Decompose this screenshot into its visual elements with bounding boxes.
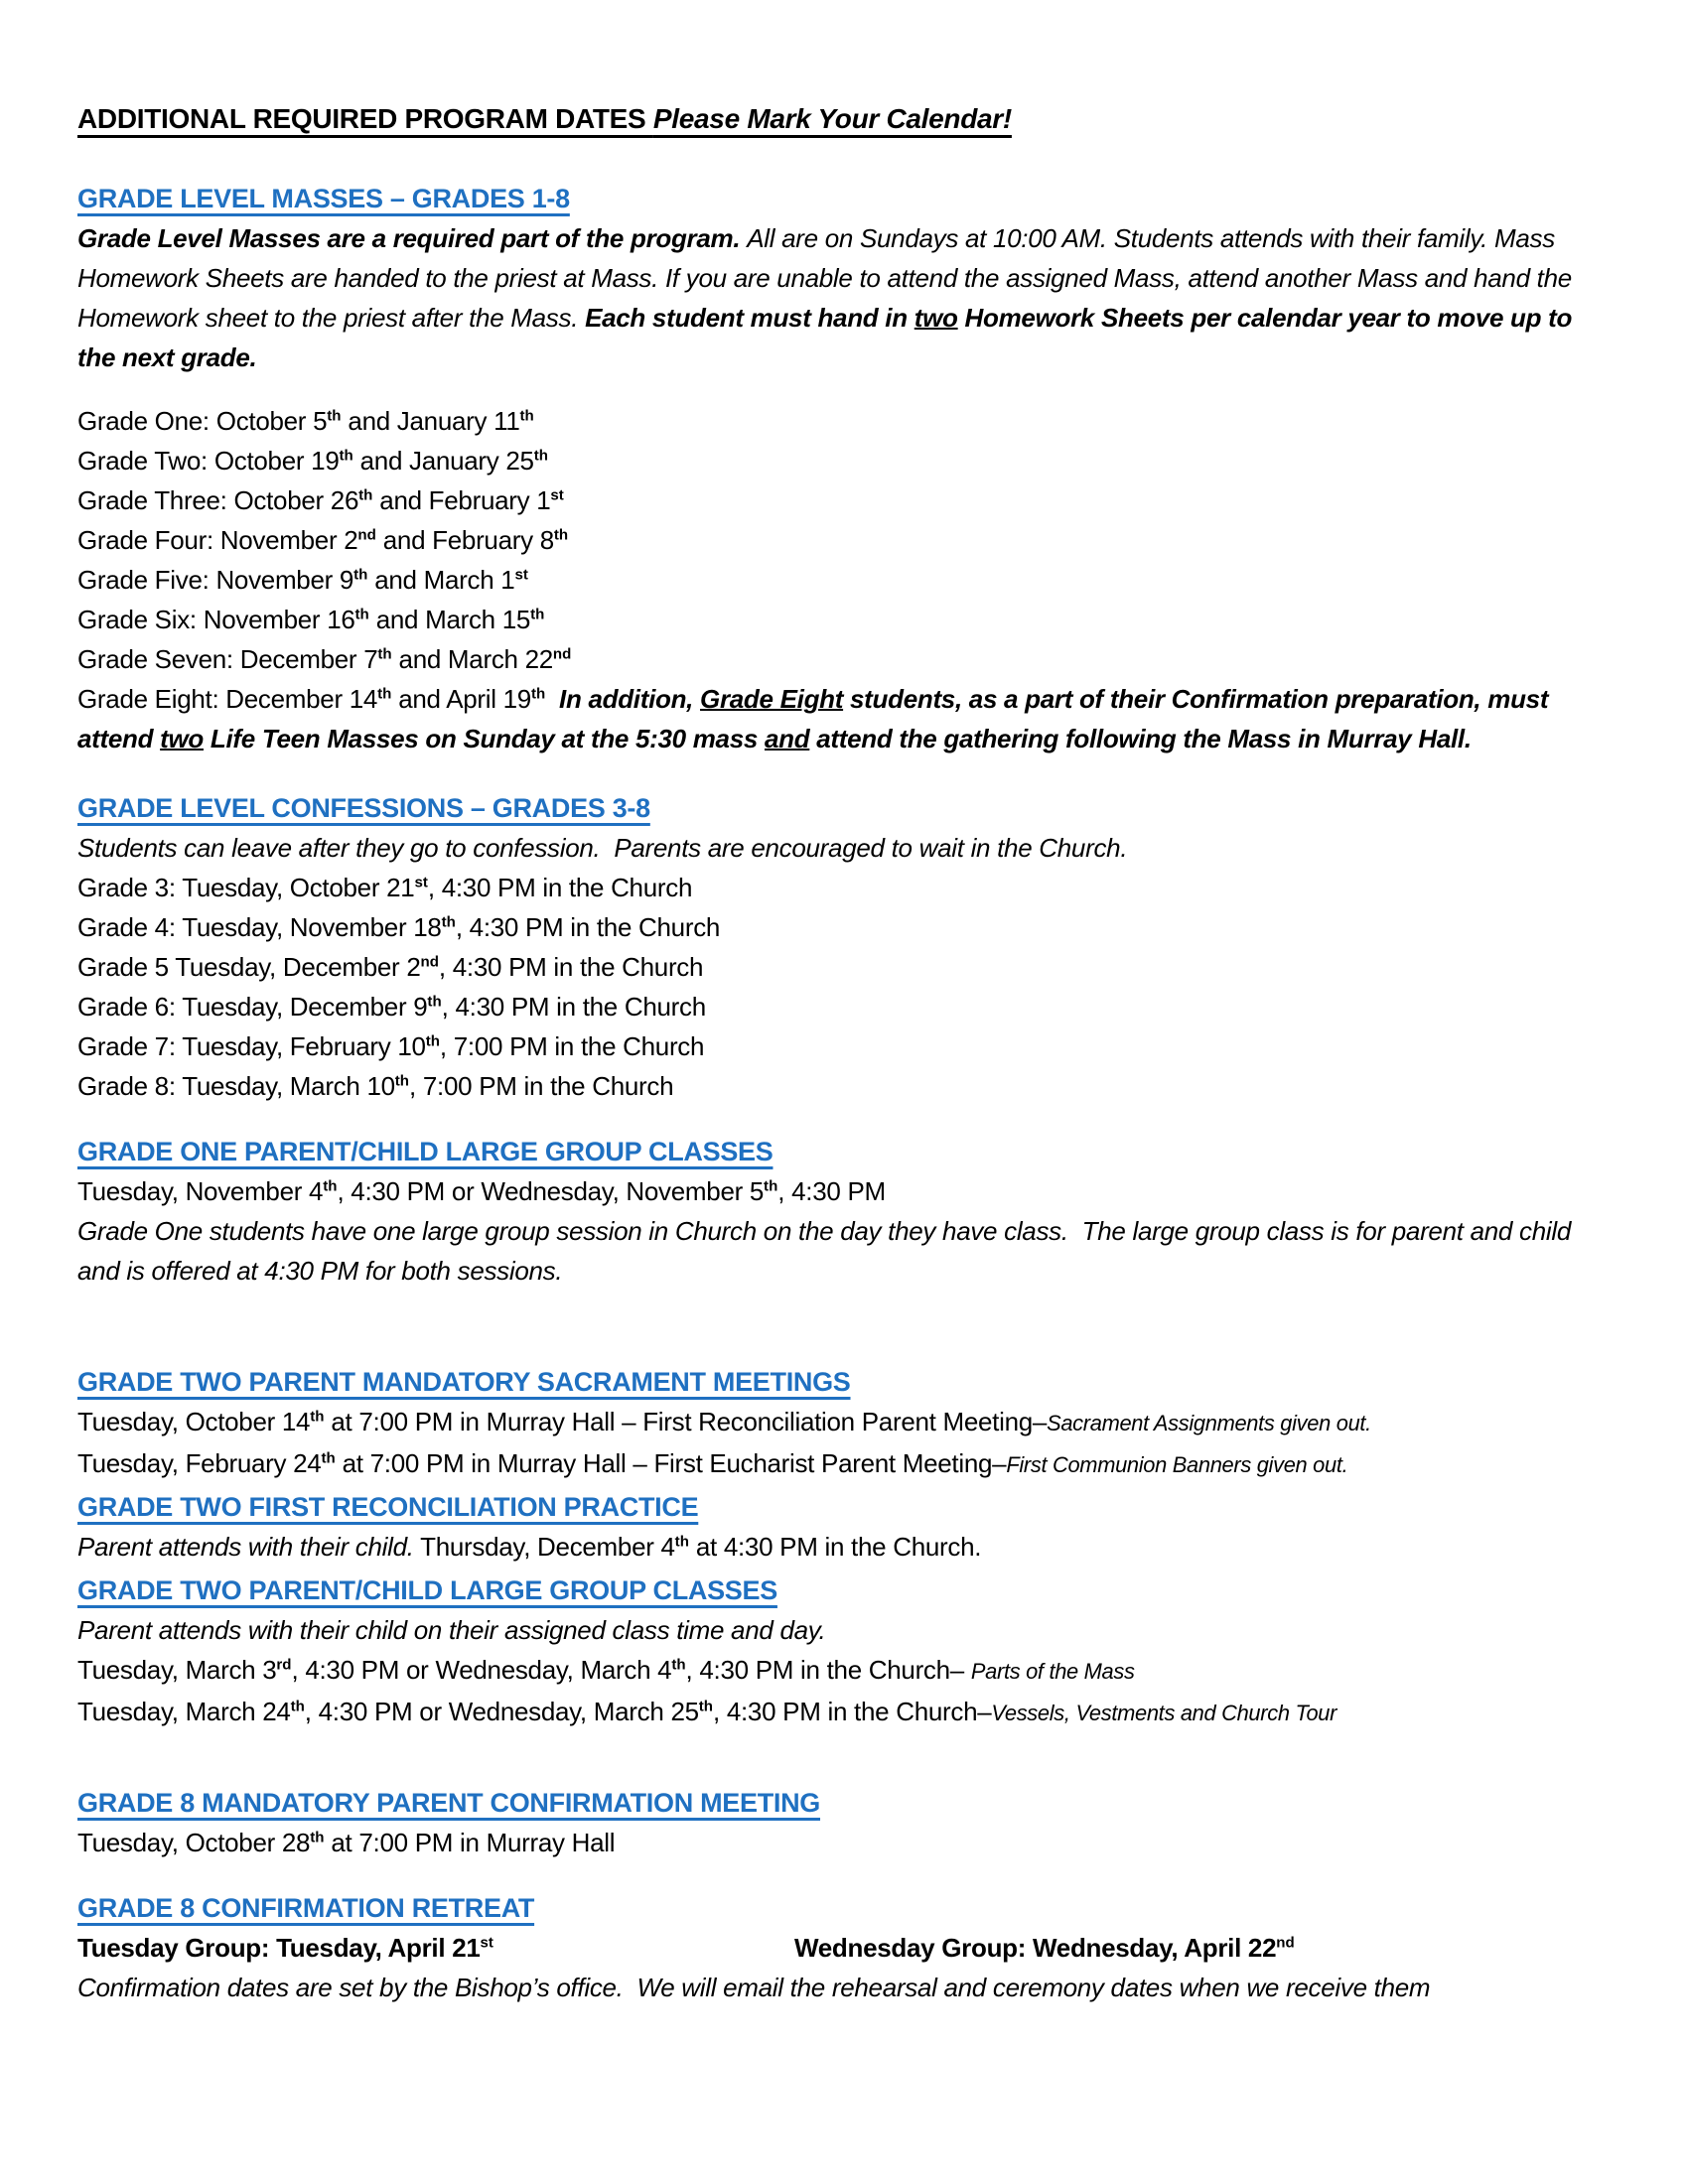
heading-grade-two-large-group-classes bbox=[77, 1570, 1611, 1610]
text-run: at 7:00 PM in Murray Hall bbox=[324, 1828, 616, 1857]
text-run: th bbox=[530, 685, 546, 703]
mass-date-grade-four bbox=[77, 520, 1611, 560]
text-run: th bbox=[427, 993, 442, 1011]
text-run: Tuesday, February 24 bbox=[77, 1448, 322, 1478]
doc-title bbox=[77, 99, 1611, 139]
text-run: and March 15 bbox=[368, 605, 531, 634]
text-run: Tuesday, October 28 bbox=[77, 1828, 311, 1857]
text-run: th bbox=[530, 606, 545, 623]
text-run: Grade Five: November 9 bbox=[77, 565, 354, 595]
text-run: attend the gathering following the Mass in Murray Hall. bbox=[809, 724, 1472, 753]
text-run: th bbox=[339, 447, 353, 465]
text-run: nd bbox=[552, 645, 572, 663]
mass-date-grade-five bbox=[77, 560, 1611, 600]
text-run: and March 22 bbox=[391, 644, 553, 674]
text-run: , 4:30 PM in the Church bbox=[427, 873, 693, 902]
text-run: Parent attends with their child on their assigned class time and day. bbox=[77, 1615, 826, 1645]
heading-grade-two-sacrament-meetings bbox=[77, 1362, 1611, 1402]
text-run: Tuesday Group: Tuesday, April 21 bbox=[77, 1933, 481, 1963]
mass-dates-list bbox=[77, 401, 1611, 758]
text-run: Grade Three: October 26 bbox=[77, 485, 359, 515]
text-run: In addition, bbox=[545, 684, 701, 714]
text-run: Grade Two: October 19 bbox=[77, 446, 340, 476]
grade-two-classes-session-1 bbox=[77, 1650, 1611, 1692]
grade-two-meeting-february bbox=[77, 1443, 1611, 1485]
text-run: at 7:00 PM in Murray Hall – First Eucharist Parent Meeting– bbox=[335, 1448, 1007, 1478]
text-run: Grade Level Masses are a required part of the program. bbox=[77, 223, 748, 253]
confession-grade-4 bbox=[77, 907, 1611, 947]
mass-date-grade-seven bbox=[77, 639, 1611, 679]
grade-8-meeting-date bbox=[77, 1823, 1611, 1862]
confession-grade-7 bbox=[77, 1026, 1611, 1066]
text-run: , 7:00 PM in the Church bbox=[439, 1031, 705, 1061]
text-run: th bbox=[533, 447, 548, 465]
text-run: Grade One: October 5 bbox=[77, 406, 328, 436]
text-run: th bbox=[327, 407, 342, 425]
text-run: Grade 6: Tuesday, December 9 bbox=[77, 992, 428, 1022]
text-run: st bbox=[550, 486, 564, 504]
text-run: Students can leave after they go to confession. Parents are encouraged to wait in the Church. bbox=[77, 833, 1128, 863]
grade-one-description bbox=[77, 1211, 1611, 1291]
text-run: ADDITIONAL REQUIRED PROGRAM DATES bbox=[77, 103, 653, 134]
text-run: Grade 7: Tuesday, February 10 bbox=[77, 1031, 426, 1061]
text-run: and March 1 bbox=[367, 565, 515, 595]
text-run: th bbox=[310, 1408, 325, 1426]
text-run: Grade One students have one large group session in Church on the day they have class. The large group class is for parent and child and is offered at 4:30 PM for both sessions. bbox=[77, 1216, 1578, 1286]
retreat-note bbox=[77, 1968, 1611, 2007]
heading-text: GRADE 8 MANDATORY PARENT CONFIRMATION MEETING bbox=[77, 1788, 821, 1818]
heading-grade-8-confirmation-retreat bbox=[77, 1888, 1611, 1928]
text-run: and February 8 bbox=[375, 525, 554, 555]
retreat-groups-line bbox=[77, 1928, 1611, 1968]
text-run: Grade Eight: December 14 bbox=[77, 684, 378, 714]
heading-text: GRADE LEVEL CONFESSIONS – GRADES 3-8 bbox=[77, 793, 650, 823]
text-run: at 7:00 PM in Murray Hall – First Reconciliation Parent Meeting– bbox=[324, 1407, 1048, 1436]
text-run: th bbox=[394, 1072, 410, 1090]
text-run: nd bbox=[420, 953, 439, 971]
confession-grade-3 bbox=[77, 868, 1611, 907]
confession-grade-6 bbox=[77, 987, 1611, 1026]
text-run: Please Mark Your Calendar! bbox=[652, 103, 1012, 134]
text-run: th bbox=[323, 1177, 338, 1195]
text-run: , 4:30 PM in the Church bbox=[438, 952, 704, 982]
text-run: Grade Four: November 2 bbox=[77, 525, 358, 555]
doc-title-text bbox=[77, 103, 1012, 134]
grade-two-classes-session-2 bbox=[77, 1692, 1611, 1733]
text-run: , 4:30 PM bbox=[777, 1176, 886, 1206]
text-run: Parts of the Mass bbox=[970, 1659, 1135, 1684]
para-masses-intro bbox=[77, 218, 1611, 377]
text-run: All are on Sundays at 10:00 AM. Students attends with their family. Mass Homework Sheets are handed to the priest at Mass. If you are unable to attend the assigned Mass, attend another Mass and hand the Homework sheet to the priest after the Mass. bbox=[77, 223, 1579, 333]
text-run: and January 25 bbox=[352, 446, 534, 476]
text-run: Grade 5 Tuesday, December 2 bbox=[77, 952, 421, 982]
text-run: , 4:30 PM or Wednesday, November 5 bbox=[337, 1176, 765, 1206]
confession-grade-8 bbox=[77, 1066, 1611, 1106]
text-run: students, as a part of their Confirmation preparation, must attend bbox=[77, 684, 1556, 753]
heading-text: GRADE 8 CONFIRMATION RETREAT bbox=[77, 1893, 535, 1923]
text-run: First Communion Banners given out. bbox=[1006, 1452, 1348, 1477]
heading-grade-8-parent-meeting bbox=[77, 1783, 1611, 1823]
heading-grade-level-confessions bbox=[77, 788, 1611, 828]
text-run: th bbox=[290, 1698, 305, 1715]
text-run: th bbox=[377, 685, 392, 703]
heading-text: GRADE TWO FIRST RECONCILIATION PRACTICE bbox=[77, 1492, 699, 1522]
retreat-wednesday-group bbox=[794, 1933, 1295, 1963]
text-run: Each student must hand in bbox=[585, 303, 914, 333]
heading-grade-two-reconciliation-practice bbox=[77, 1487, 1611, 1527]
text-run: , 4:30 PM in the Church bbox=[441, 992, 706, 1022]
text-run: th bbox=[358, 486, 373, 504]
text-run: Grade Seven: December 7 bbox=[77, 644, 378, 674]
text-run: , 4:30 PM in the Church– bbox=[713, 1697, 992, 1726]
text-run: th bbox=[698, 1698, 713, 1715]
retreat-tuesday-group bbox=[77, 1928, 794, 1968]
text-run: at 4:30 PM in the Church. bbox=[688, 1532, 982, 1562]
text-run: , 4:30 PM in the Church– bbox=[685, 1655, 971, 1685]
text-run: , 4:30 PM in the Church bbox=[455, 912, 721, 942]
grade-one-dates-line bbox=[77, 1171, 1611, 1211]
mass-date-grade-two bbox=[77, 441, 1611, 480]
text-run: st bbox=[414, 874, 428, 891]
heading-text: GRADE TWO PARENT/CHILD LARGE GROUP CLASSES bbox=[77, 1575, 777, 1605]
grade-two-classes-intro bbox=[77, 1610, 1611, 1650]
text-run: th bbox=[310, 1829, 325, 1846]
text-run: nd bbox=[1276, 1934, 1295, 1952]
text-run: Parent attends with their child. bbox=[77, 1532, 414, 1562]
heading-text: GRADE LEVEL MASSES – GRADES 1-8 bbox=[77, 184, 570, 213]
heading-text: GRADE ONE PARENT/CHILD LARGE GROUP CLASSES bbox=[77, 1137, 774, 1166]
text-run: Homework Sheets per calendar year to move up to the next grade. bbox=[77, 303, 1580, 372]
text-run: nd bbox=[357, 526, 376, 544]
text-run: st bbox=[480, 1934, 493, 1952]
text-run: th bbox=[441, 913, 456, 931]
heading-grade-one-classes bbox=[77, 1132, 1611, 1171]
text-run: Tuesday, October 14 bbox=[77, 1407, 311, 1436]
text-run: two bbox=[914, 303, 958, 333]
text-run: Life Teen Masses on Sunday at the 5:30 mass bbox=[204, 724, 765, 753]
text-run: Grade 4: Tuesday, November 18 bbox=[77, 912, 442, 942]
text-run: Sacrament Assignments given out. bbox=[1047, 1411, 1371, 1435]
text-run: Tuesday, March 3 bbox=[77, 1655, 277, 1685]
text-run: Tuesday, November 4 bbox=[77, 1176, 324, 1206]
text-run: Wednesday Group: Wednesday, April 22 bbox=[794, 1933, 1277, 1963]
text-run: Confirmation dates are set by the Bishop’s office. We will email the rehearsal and ceremony dates when we receive them bbox=[77, 1973, 1431, 2002]
heading-grade-level-masses bbox=[77, 179, 1611, 218]
text-run: rd bbox=[276, 1656, 292, 1674]
mass-date-grade-six bbox=[77, 600, 1611, 639]
text-run: th bbox=[674, 1533, 689, 1551]
text-run: th bbox=[671, 1656, 686, 1674]
text-run: Grade Six: November 16 bbox=[77, 605, 355, 634]
mass-date-grade-one bbox=[77, 401, 1611, 441]
text-run: , 4:30 PM or Wednesday, March 25 bbox=[304, 1697, 699, 1726]
text-run: th bbox=[353, 566, 368, 584]
text-run: and January 11 bbox=[341, 406, 520, 436]
confessions-intro bbox=[77, 828, 1611, 868]
mass-date-grade-eight bbox=[77, 679, 1611, 758]
text-run: and February 1 bbox=[372, 485, 551, 515]
text-run: th bbox=[354, 606, 369, 623]
text-run: Tuesday, March 24 bbox=[77, 1697, 291, 1726]
text-run: Thursday, December 4 bbox=[413, 1532, 675, 1562]
text-run: and bbox=[764, 724, 810, 753]
text-run: th bbox=[764, 1177, 778, 1195]
mass-date-grade-three bbox=[77, 480, 1611, 520]
text-run: Grade 3: Tuesday, October 21 bbox=[77, 873, 415, 902]
text-run: and April 19 bbox=[391, 684, 531, 714]
text-run: , 7:00 PM in the Church bbox=[409, 1071, 674, 1101]
text-run: st bbox=[514, 566, 528, 584]
heading-text: GRADE TWO PARENT MANDATORY SACRAMENT MEETINGS bbox=[77, 1367, 851, 1397]
text-run: th bbox=[377, 645, 392, 663]
text-run: Grade 8: Tuesday, March 10 bbox=[77, 1071, 395, 1101]
text-run: Vessels, Vestments and Church Tour bbox=[991, 1701, 1337, 1725]
confession-grade-5 bbox=[77, 947, 1611, 987]
grade-two-meeting-october bbox=[77, 1402, 1611, 1443]
text-run: th bbox=[519, 407, 534, 425]
text-run: th bbox=[553, 526, 569, 544]
grade-two-practice-line bbox=[77, 1527, 1611, 1567]
text-run: th bbox=[321, 1449, 336, 1467]
text-run: , 4:30 PM or Wednesday, March 4 bbox=[291, 1655, 672, 1685]
text-run: Grade Eight bbox=[700, 684, 844, 714]
text-run: th bbox=[425, 1032, 440, 1050]
text-run: two bbox=[160, 724, 204, 753]
